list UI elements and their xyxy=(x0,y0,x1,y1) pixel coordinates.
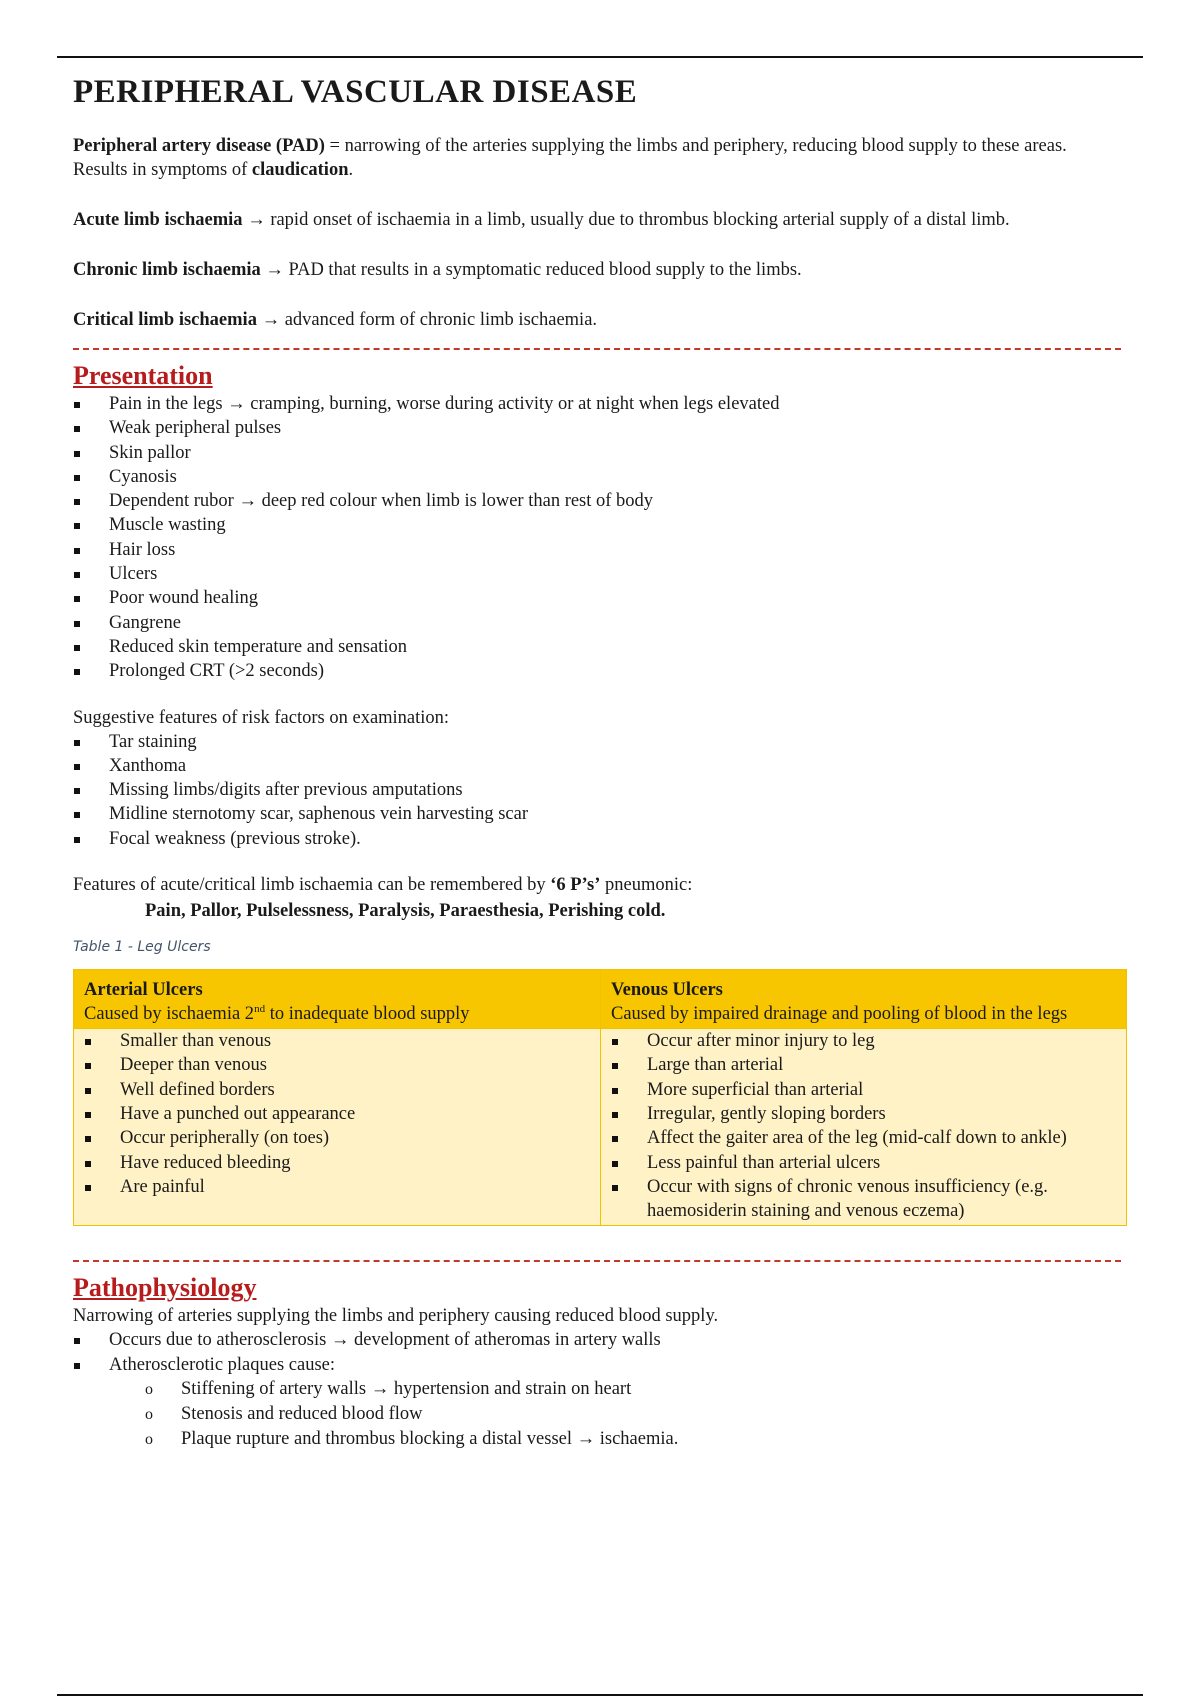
list-item: Irregular, gently sloping borders xyxy=(611,1102,1116,1126)
list-item: Midline sternotomy scar, saphenous vein harvesting scar xyxy=(73,802,1125,826)
section-heading-pathophysiology: Pathophysiology xyxy=(73,1273,257,1303)
top-rule xyxy=(57,56,1143,58)
list-item: Muscle wasting xyxy=(73,513,1125,537)
list-item: Weak peripheral pulses xyxy=(73,416,1125,440)
list-item: Missing limbs/digits after previous amputations xyxy=(73,778,1125,802)
list-item: More superficial than arterial xyxy=(611,1078,1116,1102)
list-item: Pain in the legs → cramping, burning, worse during activity or at night when legs elevated xyxy=(73,392,1125,416)
pathophysiology-list xyxy=(73,1328,1125,1377)
page-title: PERIPHERAL VASCULAR DISEASE xyxy=(73,74,638,110)
arterial-features-list xyxy=(84,1029,590,1199)
section-divider xyxy=(73,348,1121,350)
definition-term: Peripheral artery disease (PAD) xyxy=(73,136,325,156)
list-item: Hair loss xyxy=(73,538,1125,562)
definition-term: Chronic limb ischaemia xyxy=(73,260,261,280)
definition-pad: Peripheral artery disease (PAD) = narrowing of the arteries supplying the limbs and periphery, reducing blood supply to these areas. Results in symptoms of claudication. xyxy=(73,136,1067,180)
venous-header-cell xyxy=(601,970,1127,1029)
list-item: Large than arterial xyxy=(611,1053,1116,1077)
list-item: Gangrene xyxy=(73,611,1125,635)
table-caption: Table 1 - Leg Ulcers xyxy=(73,939,211,956)
definition-acute: Acute limb ischaemia → rapid onset of ischaemia in a limb, usually due to thrombus blocking arterial supply of a distal limb. xyxy=(73,210,1010,230)
arterial-header-cell xyxy=(74,970,601,1029)
list-item: Skin pallor xyxy=(73,441,1125,465)
definition-term: Critical limb ischaemia xyxy=(73,310,257,330)
list-item: Xanthoma xyxy=(73,754,1125,778)
definition-critical: Critical limb ischaemia → advanced form of chronic limb ischaemia. xyxy=(73,310,598,330)
list-item: o Plaque rupture and thrombus blocking a distal vessel → ischaemia. xyxy=(73,1427,1125,1452)
leg-ulcers-table xyxy=(73,969,1127,1226)
list-item: Smaller than venous xyxy=(84,1029,590,1053)
list-item: Occur peripherally (on toes) xyxy=(84,1126,590,1150)
list-item: Have a punched out appearance xyxy=(84,1102,590,1126)
list-item: Have reduced bleeding xyxy=(84,1151,590,1175)
list-item: Cyanosis xyxy=(73,465,1125,489)
venous-features-list xyxy=(611,1029,1116,1223)
pathophysiology-sublist xyxy=(73,1377,1125,1452)
definition-term: Acute limb ischaemia xyxy=(73,210,243,230)
list-item: Focal weakness (previous stroke). xyxy=(73,827,1125,851)
list-item: Tar staining xyxy=(73,730,1125,754)
list-item: Occur after minor injury to leg xyxy=(611,1029,1116,1053)
venous-subtitle: Caused by impaired drainage and pooling of blood in the legs xyxy=(611,1004,1068,1025)
list-item: o Stiffening of artery walls → hypertension and strain on heart xyxy=(73,1377,1125,1402)
list-item: Poor wound healing xyxy=(73,586,1125,610)
list-item: Dependent rubor → deep red colour when limb is lower than rest of body xyxy=(73,489,1125,513)
list-item: o Stenosis and reduced blood flow xyxy=(73,1402,1125,1427)
mnemonic-intro: Features of acute/critical limb ischaemia can be remembered by ‘6 P’s’ pneumonic: xyxy=(73,875,693,896)
list-item: Prolonged CRT (>2 seconds) xyxy=(73,659,1125,683)
list-item: Ulcers xyxy=(73,562,1125,586)
list-item: Are painful xyxy=(84,1175,590,1199)
list-item: Occur with signs of chronic venous insufficiency (e.g. haemosiderin staining and venous eczema) xyxy=(611,1175,1116,1224)
arterial-features-cell xyxy=(74,1029,601,1226)
bottom-rule xyxy=(57,1694,1143,1696)
list-item: Reduced skin temperature and sensation xyxy=(73,635,1125,659)
pathophysiology-intro: Narrowing of arteries supplying the limbs and periphery causing reduced blood supply. xyxy=(73,1306,719,1327)
list-item: Well defined borders xyxy=(84,1078,590,1102)
venous-title: Venous Ulcers xyxy=(611,980,723,1001)
list-item: Occurs due to atherosclerosis → development of atheromas in artery walls xyxy=(73,1328,1125,1352)
section-divider xyxy=(73,1260,1121,1262)
table-row xyxy=(74,1029,1127,1226)
venous-features-cell xyxy=(601,1029,1127,1226)
presentation-list xyxy=(73,392,1125,684)
mnemonic-text: Pain, Pallor, Pulselessness, Paralysis, Paraesthesia, Perishing cold. xyxy=(145,901,666,922)
table-header-row xyxy=(74,970,1127,1029)
risk-factors-intro: Suggestive features of risk factors on examination: xyxy=(73,707,450,728)
list-item: Less painful than arterial ulcers xyxy=(611,1151,1116,1175)
risk-factors-list xyxy=(73,730,1125,851)
arterial-title: Arterial Ulcers xyxy=(84,980,203,1001)
list-item: Deeper than venous xyxy=(84,1053,590,1077)
definition-chronic: Chronic limb ischaemia → PAD that results in a symptomatic reduced blood supply to the limbs. xyxy=(73,260,802,280)
document-page xyxy=(73,72,1125,1452)
arterial-subtitle: Caused by ischaemia 2nd to inadequate blood supply xyxy=(84,1002,470,1025)
section-heading-presentation: Presentation xyxy=(73,361,213,390)
list-item: Atherosclerotic plaques cause: xyxy=(73,1353,1125,1377)
list-item: Affect the gaiter area of the leg (mid-calf down to ankle) xyxy=(611,1126,1116,1150)
